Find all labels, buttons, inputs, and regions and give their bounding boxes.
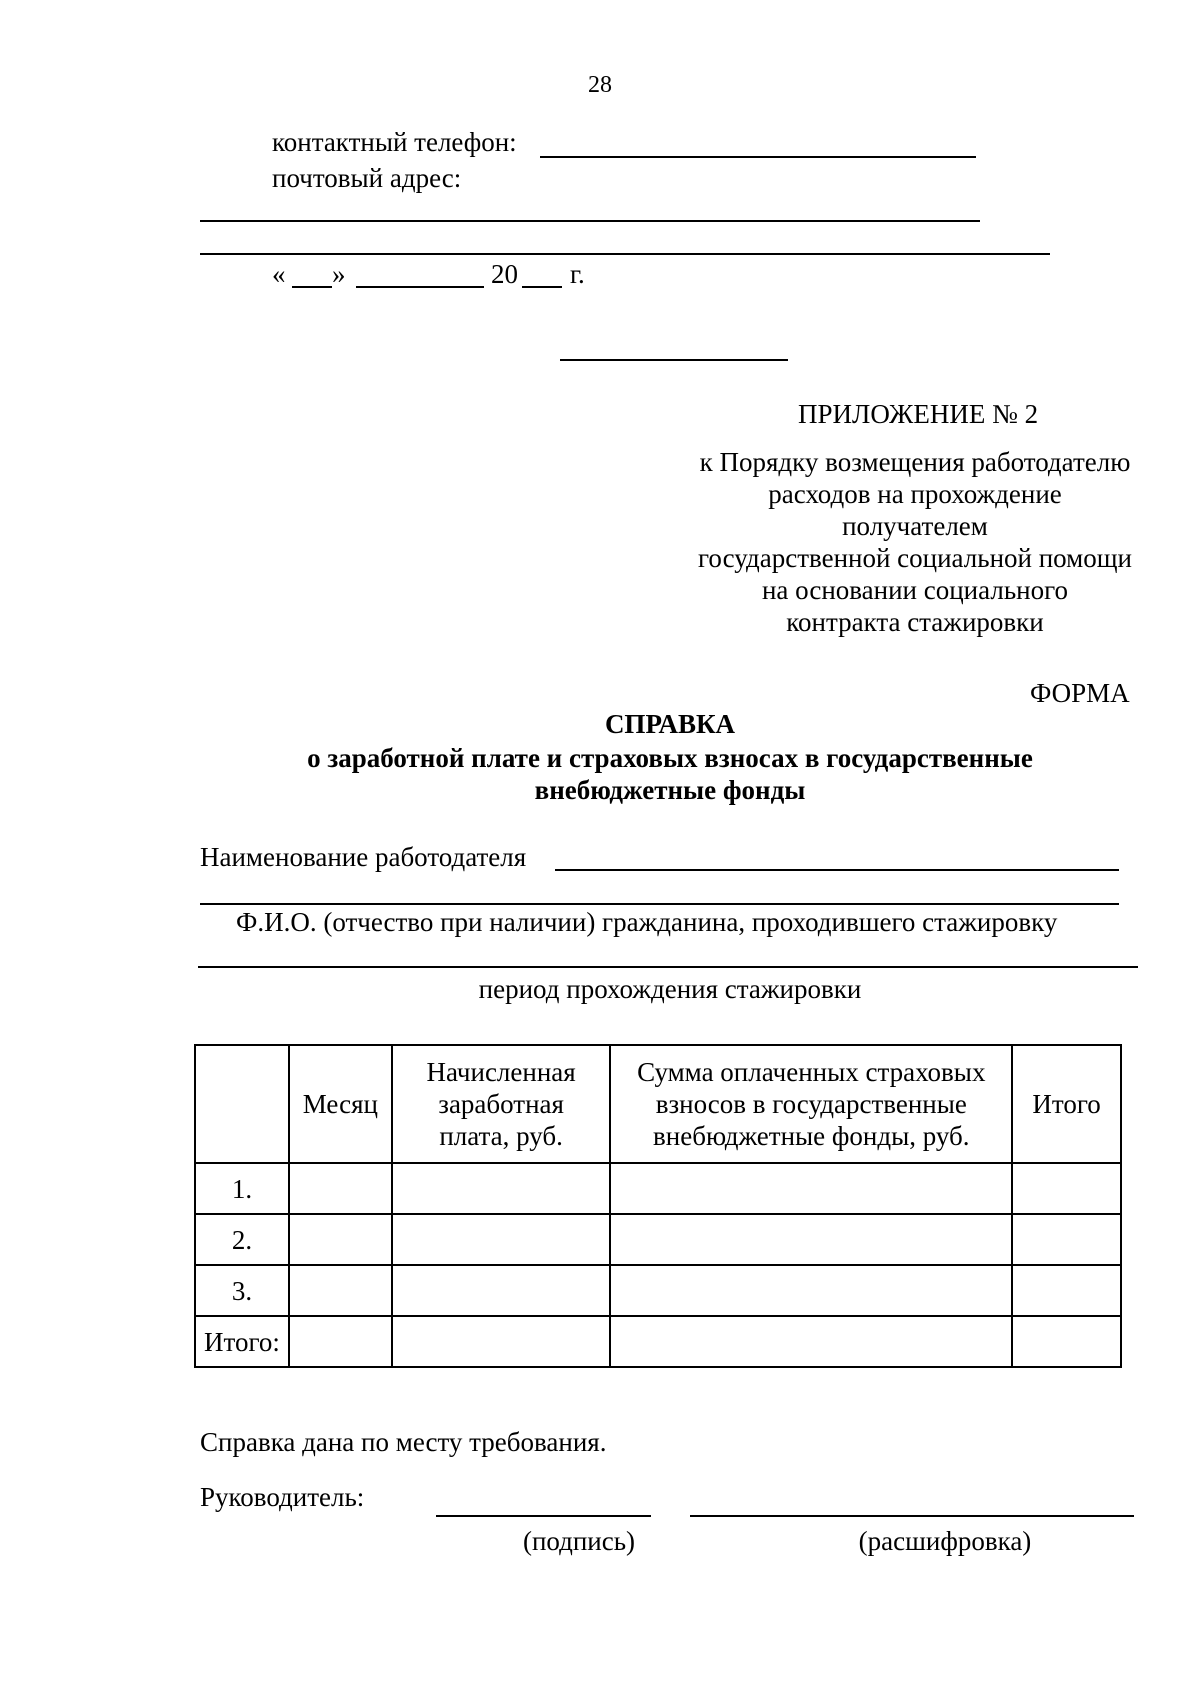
date-year-suffix: г.	[570, 259, 585, 289]
signature-caption: (подпись)	[522, 1526, 636, 1556]
subtitle-line: о заработной плате и страховых взносах в государственные	[307, 743, 1033, 773]
annex-description	[680, 446, 1150, 638]
cell-contributions[interactable]	[610, 1316, 1012, 1367]
annex-line: контракта стажировки	[786, 607, 1044, 637]
period-caption: период прохождения стажировки	[478, 974, 862, 1004]
header-salary-line: заработная	[438, 1089, 564, 1119]
form-label: ФОРМА	[1030, 678, 1130, 708]
header-salary	[392, 1045, 611, 1163]
date-day-line[interactable]	[292, 286, 332, 288]
row-label: Итого:	[195, 1316, 289, 1367]
phone-label: контактный телефон:	[272, 127, 517, 157]
cell-contributions[interactable]	[610, 1265, 1012, 1316]
address-field-line-1[interactable]	[200, 220, 980, 222]
table-header-row	[195, 1045, 1121, 1163]
header-total: Итого	[1012, 1045, 1121, 1163]
citizen-caption: Ф.И.О. (отчество при наличии) гражданина, проходившего стажировку	[236, 907, 1058, 937]
salary-table	[194, 1044, 1122, 1368]
cell-total[interactable]	[1012, 1265, 1121, 1316]
table-row	[195, 1214, 1121, 1265]
table-row	[195, 1163, 1121, 1214]
header-contrib-line: внебюджетные фонды, руб.	[653, 1121, 970, 1151]
date-month-line[interactable]	[356, 286, 484, 288]
header-salary-line: плата, руб.	[439, 1121, 563, 1151]
cell-month[interactable]	[289, 1265, 392, 1316]
date-year-line[interactable]	[522, 286, 562, 288]
annex-number: ПРИЛОЖЕНИЕ № 2	[798, 399, 1039, 429]
cell-salary[interactable]	[392, 1316, 611, 1367]
address-label: почтовый адрес:	[272, 163, 462, 193]
employer-field-line[interactable]	[555, 869, 1119, 871]
cell-month[interactable]	[289, 1316, 392, 1367]
cell-contributions[interactable]	[610, 1163, 1012, 1214]
cell-contributions[interactable]	[610, 1214, 1012, 1265]
cell-month[interactable]	[289, 1214, 392, 1265]
date-close-quote: »	[332, 259, 346, 289]
cell-total[interactable]	[1012, 1163, 1121, 1214]
section-separator	[560, 359, 788, 361]
head-label: Руководитель:	[200, 1482, 365, 1512]
annex-line: государственной социальной помощи	[698, 543, 1132, 573]
cell-salary[interactable]	[392, 1163, 611, 1214]
row-label: 3.	[195, 1265, 289, 1316]
header-contributions	[610, 1045, 1012, 1163]
certificate-note: Справка дана по месту требования.	[200, 1427, 607, 1457]
decoding-caption: (расшифровка)	[858, 1526, 1032, 1556]
subtitle-line: внебюджетные фонды	[534, 775, 806, 805]
address-field-line-2[interactable]	[200, 253, 1050, 255]
cell-total[interactable]	[1012, 1316, 1121, 1367]
annex-line: расходов на прохождение	[768, 479, 1062, 509]
signature-line[interactable]	[436, 1515, 651, 1517]
date-year-prefix: 20	[491, 259, 518, 289]
annex-line: получателем	[842, 511, 988, 541]
annex-line: к Порядку возмещения работодателю	[699, 447, 1131, 477]
page-number: 28	[588, 72, 612, 98]
table-total-row	[195, 1316, 1121, 1367]
date-open-quote: «	[272, 259, 286, 289]
annex-line: на основании социального	[761, 575, 1068, 605]
phone-field-line[interactable]	[540, 156, 976, 158]
cell-salary[interactable]	[392, 1214, 611, 1265]
period-field-line[interactable]	[198, 966, 1138, 968]
document-title: СПРАВКА	[604, 709, 736, 739]
header-salary-line: Начисленная	[426, 1057, 576, 1087]
header-contrib-line: взносов в государственные	[655, 1089, 967, 1119]
header-contrib-line: Сумма оплаченных страховых	[637, 1057, 986, 1087]
employer-label: Наименование работодателя	[200, 842, 527, 872]
header-index	[195, 1045, 289, 1163]
document-subtitle	[0, 742, 1200, 806]
cell-total[interactable]	[1012, 1214, 1121, 1265]
header-month: Месяц	[289, 1045, 392, 1163]
row-label: 2.	[195, 1214, 289, 1265]
table-row	[195, 1265, 1121, 1316]
cell-month[interactable]	[289, 1163, 392, 1214]
row-label: 1.	[195, 1163, 289, 1214]
cell-salary[interactable]	[392, 1265, 611, 1316]
citizen-field-line[interactable]	[200, 903, 1119, 905]
decoding-line[interactable]	[690, 1515, 1134, 1517]
